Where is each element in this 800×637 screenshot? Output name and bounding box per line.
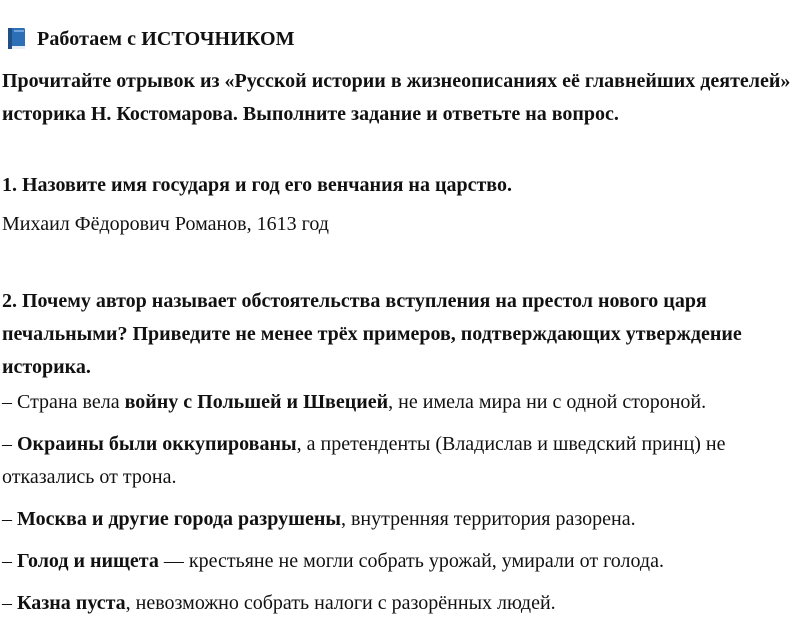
- answer-1: Михаил Фёдорович Романов, 1613 год: [2, 213, 329, 235]
- answer-2-list: [2, 386, 796, 620]
- item-text: , не имела мира ни с одной стороной.: [388, 391, 707, 413]
- item-text: , а претенденты (Владислав и шведский принц) не отказались от трона.: [2, 433, 726, 488]
- list-item: [2, 587, 796, 620]
- item-text: , внутренняя территория разорена.: [340, 508, 636, 530]
- item-text: , невозможно собрать налоги с разорённых людей.: [125, 592, 556, 614]
- book-icon: [6, 27, 28, 51]
- list-item: [2, 428, 796, 494]
- list-item: [2, 503, 796, 536]
- item-key-point: Казна пуста: [17, 592, 126, 614]
- section-title: Работаем с ИСТОЧНИКОМ: [37, 27, 295, 50]
- item-text: — крестьяне не могли собрать урожай, умирали от голода.: [158, 550, 664, 572]
- item-key-point: войну с Польшей и Швецией: [124, 391, 389, 413]
- list-item: [2, 545, 796, 578]
- item-prefix: –: [2, 550, 17, 572]
- item-prefix: –: [2, 508, 17, 530]
- item-key-point: Окраины были оккупированы: [17, 433, 297, 455]
- list-item: [2, 386, 796, 419]
- item-key-point: Москва и другие города разрушены: [17, 508, 341, 530]
- item-prefix: –: [2, 592, 17, 614]
- item-prefix: –: [2, 433, 17, 455]
- question-2: 2. Почему автор называет обстоятельства вступления на престол нового царя печальными? Приведите не менее трёх примеров, подтверждающих утверждение историка.: [2, 290, 742, 378]
- item-prefix: – Страна вела: [2, 391, 125, 413]
- question-1: 1. Назовите имя государя и год его венчания на царство.: [2, 174, 512, 196]
- section-header: [6, 27, 295, 51]
- item-key-point: Голод и нищета: [17, 550, 159, 572]
- task-intro: Прочитайте отрывок из «Русской истории в жизнеописаниях её главнейших деятелей» историка Н. Костомарова. Выполните задание и ответьте на вопрос.: [2, 70, 791, 125]
